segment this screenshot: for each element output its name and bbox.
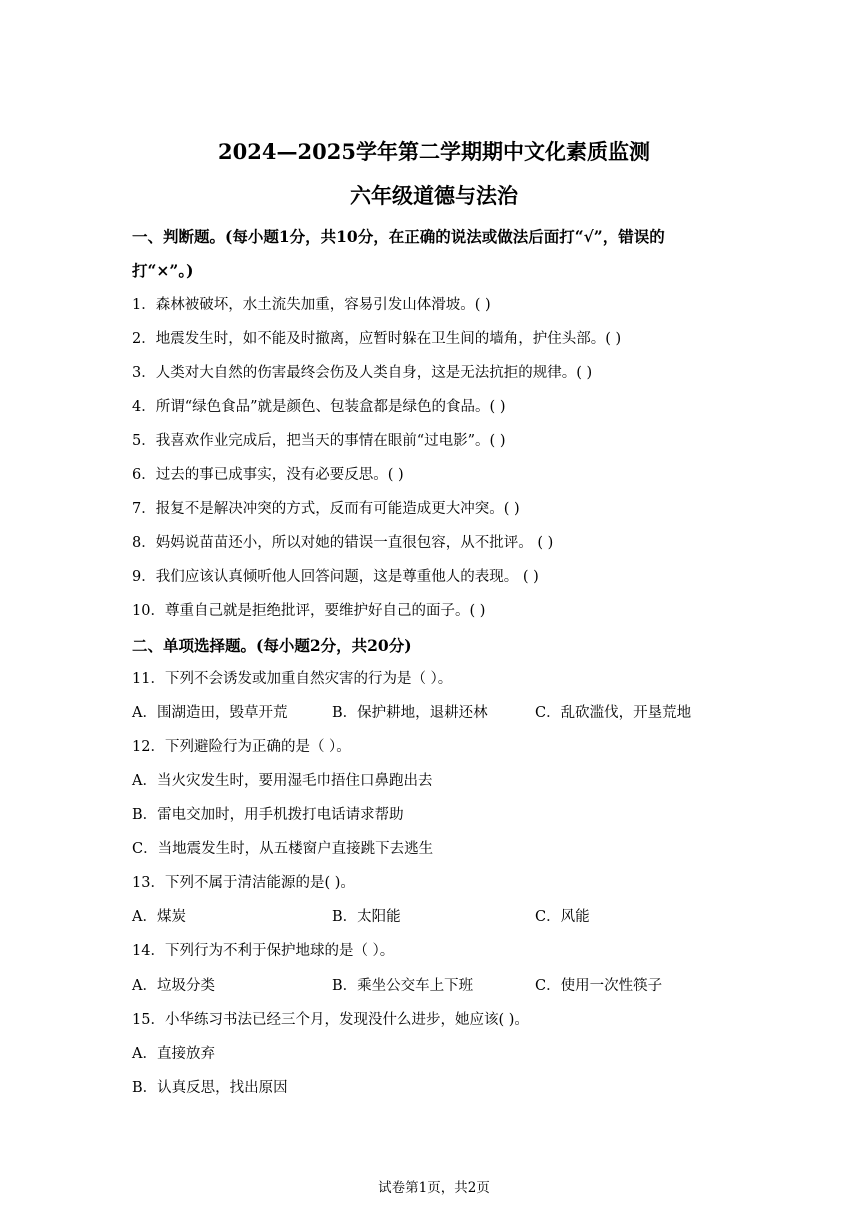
question-15-option-b: B．认真反思，找出原因 xyxy=(132,1080,288,1096)
question-11-option-b: B．保护耕地，退耕还林 xyxy=(332,705,488,721)
question-15-option-a: A．直接放弃 xyxy=(132,1046,215,1062)
true-false-item: 9．我们应该认真倾听他人回答问题，这是尊重他人的表现。 ( ) xyxy=(132,569,539,585)
true-false-item: 6．过去的事已成事实，没有必要反思。( ) xyxy=(132,467,404,483)
question-13-option-c: C．风能 xyxy=(535,909,590,925)
question-13-option-b: B．太阳能 xyxy=(332,909,401,925)
true-false-item: 2．地震发生时，如不能及时撤离，应暂时躲在卫生间的墙角，护住头部。( ) xyxy=(132,331,622,347)
true-false-item: 4．所谓“绿色食品”就是颜色、包装盒都是绿色的食品。( ) xyxy=(132,399,506,415)
page-footer: 试卷第1页，共2页 xyxy=(378,1180,490,1196)
question-14-stem: 14．下列行为不利于保护地球的是（ ）。 xyxy=(132,943,395,959)
question-14-option-a: A．垃圾分类 xyxy=(132,978,215,994)
true-false-item: 3．人类对大自然的伤害最终会伤及人类自身，这是无法抗拒的规律。( ) xyxy=(132,365,593,381)
question-12-option-a: A．当火灾发生时，要用湿毛巾捂住口鼻跑出去 xyxy=(132,773,433,789)
question-13-stem: 13．下列不属于清洁能源的是( )。 xyxy=(132,875,355,891)
section1-heading-line1: 一、判断题。(每小题1分，共10分，在正确的说法或做法后面打“√”，错误的 xyxy=(132,227,665,246)
question-12-option-c: C．当地震发生时，从五楼窗户直接跳下去逃生 xyxy=(132,841,434,857)
section1-heading-line2: 打“×”。) xyxy=(132,261,194,280)
question-14-option-b: B．乘坐公交车上下班 xyxy=(332,978,474,994)
question-11-option-c: C．乱砍滥伐，开垦荒地 xyxy=(535,705,692,721)
true-false-item: 5．我喜欢作业完成后，把当天的事情在眼前“过电影”。( ) xyxy=(132,433,506,449)
true-false-item: 10．尊重自己就是拒绝批评，要维护好自己的面子。( ) xyxy=(132,603,486,619)
question-11-option-a: A．围湖造田，毁草开荒 xyxy=(132,705,288,721)
section2-heading: 二、单项选择题。(每小题2分，共20分) xyxy=(132,636,412,655)
question-14-option-c: C．使用一次性筷子 xyxy=(535,978,663,994)
question-12-option-b: B．雷电交加时，用手机拨打电话请求帮助 xyxy=(132,807,404,823)
question-11-stem: 11．下列不会诱发或加重自然灾害的行为是（ ）。 xyxy=(132,671,453,687)
exam-subtitle: 六年级道德与法治 xyxy=(350,183,518,208)
question-13-option-a: A．煤炭 xyxy=(132,909,186,925)
true-false-item: 7．报复不是解决冲突的方式，反而有可能造成更大冲突。( ) xyxy=(132,501,520,517)
question-12-stem: 12．下列避险行为正确的是（ ）。 xyxy=(132,739,351,755)
true-false-item: 1．森林被破坏，水土流失加重，容易引发山体滑坡。( ) xyxy=(132,297,491,313)
true-false-item: 8．妈妈说苗苗还小，所以对她的错误一直很包容，从不批评。 ( ) xyxy=(132,535,554,551)
question-15-stem: 15．小华练习书法已经三个月，发现没什么进步，她应该( )。 xyxy=(132,1012,529,1028)
exam-title: 2024—2025学年第二学期期中文化素质监测 xyxy=(218,139,650,164)
